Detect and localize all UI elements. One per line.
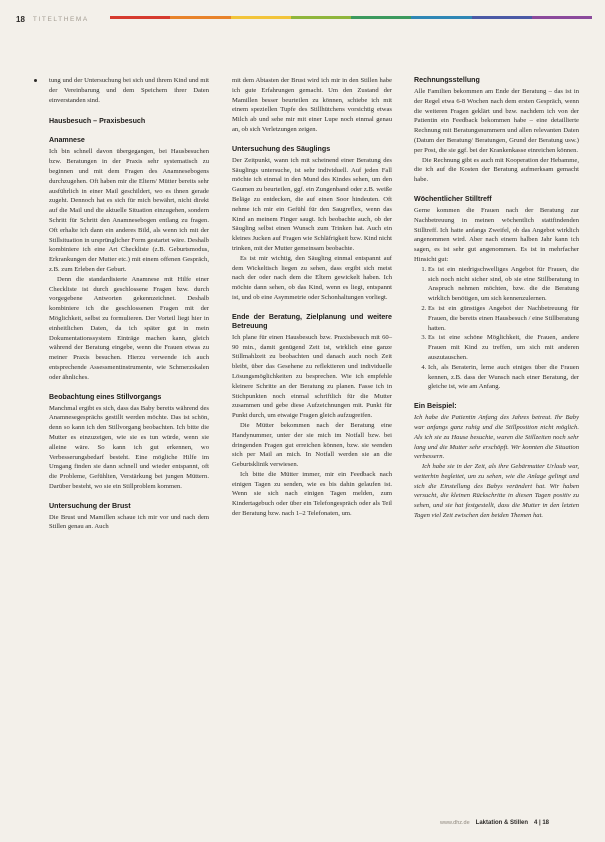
heading: Anamnese xyxy=(49,136,85,145)
column-1 xyxy=(49,76,209,532)
numbered-list xyxy=(414,265,579,392)
color-bar-segment xyxy=(532,16,592,19)
color-bar xyxy=(110,16,592,19)
heading: Beobachtung eines Stillvorgangs xyxy=(49,392,162,401)
section-title: TITELTHEMA xyxy=(32,15,89,23)
paragraph: Denn die standardisierte Anamnese mit Hilfe einer Checkliste ist durch geschlossene Fragen bzw. durch vorgegebene Antworten gekennzeichnet. Deshalb kombiniere ich die geschlossenen Fragen mit der Möglichkeit, selbst zu formulieren. Der Vorteil liegt hier in einheitlichen Daten, da ich später gut in mein Dokumentationssystem Einträge machen kann, gleich während der Beratung eingebe, wenn die Frauen etwas zu meiner Praxis besuchen. Hierzu verwende ich auch entsprechende Assessmentinstrumente, wie Schmerzskalen oder ähnliches. xyxy=(49,275,209,381)
paragraph: Die Rechnung gibt es auch mit Kooperation der Hebamme, die ich auf die Kosten der Beratung aufmerksam gemacht habe. xyxy=(414,156,579,184)
heading: Wöchentlicher Stilltreff xyxy=(414,194,492,203)
paragraph: Der Zeitpunkt, wann ich mit scheinend einer Beratung des Säuglings untersuche, ist sehr individuell. Auf jeden Fall möchte ich einmal in den Mund des Kindes sehen, um den Gaumen zu beurteilen, ggf. ein Zungenband oder z.B. weiße Beläge zu entdecken, die auf einen Soor hindeuten. Oft nehme ich mir ein Gefühl für den Saugreflex, wenn das Kind an meinem Finger saugt. Ich beobachte auch, ob der Säugling selbst einen Wunsch zum Trinken hat. Auch ein kleines Jucken auf Fragen wie Schläfrigkeit bzw. Kind nicht trinken, mit der Mutter gemeinsam beobachte. xyxy=(232,156,392,252)
paragraph: Ich habe sie in der Zeit, als ihre Gebärmutter Urlaub war, weiterhin begleitet, um zu sehen, wie die Anlage gelingt und sich die Einstellung des Babys verändert hat. Wir haben versucht, die kleinen Rückschritte in diesen Tagen positiv zu sehen, und sie hat festgestellt, dass die Mutter in den letzten Tagen viel Zeit zwischen den beiden Themen hat. xyxy=(414,463,579,520)
list-item: 1. Es ist ein niedrigschwelliges Angebot für Frauen, die sich noch nicht sicher sind, ob sie eine Stillberatung in Anspruch nehmen möchten, bzw. die die Beratung wirklich benötigen, um sich kennenzulernen. xyxy=(428,265,579,304)
column-2 xyxy=(232,76,392,519)
column-3 xyxy=(414,76,579,521)
paragraph: Ich bin schnell davon übergegangen, bei Hausbesuchen bzw. Beratungen in der Praxis sehr systematisch zu beginnen und mit dem Fragen des Anamnesebogens durchzugehen. Oft haben mir die Eltern/ Mütter bereits sehr ausführlich in einer Mail geschildert, wo es ihnen gerade zugeht. Dennoch hat es sich für mich bewährt, nicht direkt auf die Mail und die aktuelle Situation einzugehen, sondern Schritt für Schritt den Anamnesebogen entlang zu fragen. Oft erhalte ich dann ein anderes Bild, als wenn ich mit der Stillsituation in ursprünglicher Form gestartet wäre. Deshalb kombiniere ich eine Art Checkliste (z.B. Geburtsmodus, Erkrankungen der Mutter etc.) mit einem offenen Gespräch, z.B. zum Erleben der Geburt. xyxy=(49,148,209,273)
example-box xyxy=(414,413,579,521)
paragraph: Gerne kommen die Frauen nach der Beratung zur Nachbetreuung in meinen wöchentlich stattfindenden Stilltreff. Ich hatte anfangs Zweifel, ob das Angebot wirklich angenommen wird. Aber nach einem halben Jahr kann ich sagen, es ist sehr gut angenommen. Es ist in mehrfacher Hinsicht gut: xyxy=(414,206,579,263)
heading: Untersuchung des Säuglings xyxy=(232,144,331,153)
heading: Rechnungsstellung xyxy=(414,76,480,84)
heading: Ein Beispiel: xyxy=(414,402,457,411)
footer-page: 4 | 18 xyxy=(534,820,550,826)
bullet-icon xyxy=(34,79,37,82)
list-item: 3. Es ist eine schöne Möglichkeit, die Frauen, andere Frauen mit Kind zu treffen, um sich mit anderen auszutauschen. xyxy=(428,333,579,362)
heading: Ende der Beratung, Zielplanung und weitere Betreuung xyxy=(232,312,392,330)
color-bar-segment xyxy=(231,16,291,19)
list-item: 4. Ich, als Beraterin, lerne auch einiges über die Frauen kennen, z.B. dass der Wunsch nach einer Beratung, der gleiche ist, wie am Anfang. xyxy=(428,363,579,392)
color-bar-segment xyxy=(351,16,411,19)
color-bar-segment xyxy=(110,16,170,19)
heading: Hausbesuch – Praxisbesuch xyxy=(49,117,146,126)
paragraph: Es ist mir wichtig, den Säugling einmal entspannt auf dem Wickeltisch liegen zu sehen, dass ergibt sich meist nach der oder nach dem die Eltern gewickelt haben. Ich möchte dann sehen, ob das Kind, wenn es liegt, entspannt ist, und ob eine Asymmetrie oder Schonhaltungen vorliegt. xyxy=(232,254,392,301)
color-bar-segment xyxy=(291,16,351,19)
color-bar-segment xyxy=(472,16,532,19)
footer xyxy=(440,820,549,826)
heading: Untersuchung der Brust xyxy=(49,501,131,510)
page-header xyxy=(16,12,89,26)
paragraph: Ich bitte die Mütter immer, mir ein Feedback nach einigen Tagen zu senden, wie es bis dahin gelaufen ist. Wenn sie sich nach einigen Tagen melden, zum Kindertagebuch oder über ein Telefongespräch oder als Teil der Beratung bzw. nach 1–2 Telefonaten, um. xyxy=(232,470,392,518)
list-item: 2. Es ist ein günstiges Angebot der Nachbetreuung für Frauen, die bereits einen Hausbesuch / eine Stillberatung hatten. xyxy=(428,304,579,333)
page-number: 18 xyxy=(16,14,25,24)
paragraph: Ich habe die Patientin Anfang des Jahres betreut. Ihr Baby war anfangs ganz ruhig und die Stillposition nicht möglich. Als ich sie zu Hause besuchte, waren die Stillzeiten noch sehr lang und die Mutter sehr erschöpft. Wir konnten die Situation verbessern. xyxy=(414,414,579,461)
color-bar-segment xyxy=(411,16,471,19)
paragraph: Ich plane für einen Hausbesuch bzw. Praxisbesuch mit 60–90 min., damit genügend Zeit ist, wirklich eine ganze Stillmahlzeit zu beobachten und danach auch noch Zeit bleibt, über das Gesehene zu reflektieren und individuelle Lösungsmöglichkeiten zu besprechen. Wie ich empfehle kleinere Schritte an der Beratung zu planen. Fasse ich in Stichpunkten noch einmal schriftlich für die Mutter zusammen und gebe diese Aufzeichnungen mit. Punkt für Punkt durch, um etwaige Fragen gleich aufzugreifen. xyxy=(232,333,392,420)
paragraph: mit dem Abtasten der Brust wird ich mir in den Stillen habe ich gute Erfahrungen gemacht. Um den Zustand der Mamillen besser beurteilen zu können, schiebe ich mit einem speziellen Tupfe des Stillhütchens vorsichtig etwas Milch ab und sehe mir mit einer Lupe noch einmal genau an, ob sich Verletzungen zeigen. xyxy=(232,77,392,133)
color-bar-segment xyxy=(170,16,230,19)
paragraph: Alle Familien bekommen am Ende der Beratung – das ist in der Regel etwa 6-8 Wochen nach dem ersten Gespräch, wenn die weiteren Fragen geklärt und bzw. nachdem ich von der Patientin ein Feedback bekommen habe – eine detaillierte Rechnung mit Beratungsnummern und allen relevanten Daten (Datum der Beratung/ Beratungen, Grund der Beratung usw.) per Post, die sie ggf. bei der Krankenkasse einreichen können. xyxy=(414,88,579,154)
paragraph: Manchmal ergibt es sich, dass das Baby bereits während des Anamnesegesprächs gestillt werden möchte. Das ist schön, denn so kann ich den Stillvorgang beobachten. Ich bitte die Mutter es einzuzeigen, wie sie es tun würde, wenn sie alleine wäre. So kann ich gut erkennen, wo Verbesserungsbedarf besteht. Eine mögliche Hilfe im Umgang finden sie dann schnell und wieder entspannt, oft die Probleme, Gefühlten, Verstärkung bei jungen Müttern. Darüber besteht, wo sie ein Stillproblem kommen. xyxy=(49,404,209,490)
footer-site: www.dhz.de xyxy=(440,820,470,826)
paragraph: Die Mütter bekommen nach der Beratung eine Handynummer, unter der sie mich im Notfall bzw. bei dringenden Fragen gut erreichen können, bzw. sie wenden sich per Mail an mich. In Notfall werden sie an die Geburtsklinik verwiesen. xyxy=(232,421,392,469)
paragraph: tung und der Untersuchung bei sich und ihrem Kind und mit der Vereinbarung und dem Speichern ihrer Daten einverstanden sind. xyxy=(49,77,209,104)
paragraph: Die Brust und Mamillen schaue ich mir vor und nach dem Stillen genau an. Auch xyxy=(49,513,209,531)
footer-journal: Laktation & Stillen xyxy=(475,820,528,826)
